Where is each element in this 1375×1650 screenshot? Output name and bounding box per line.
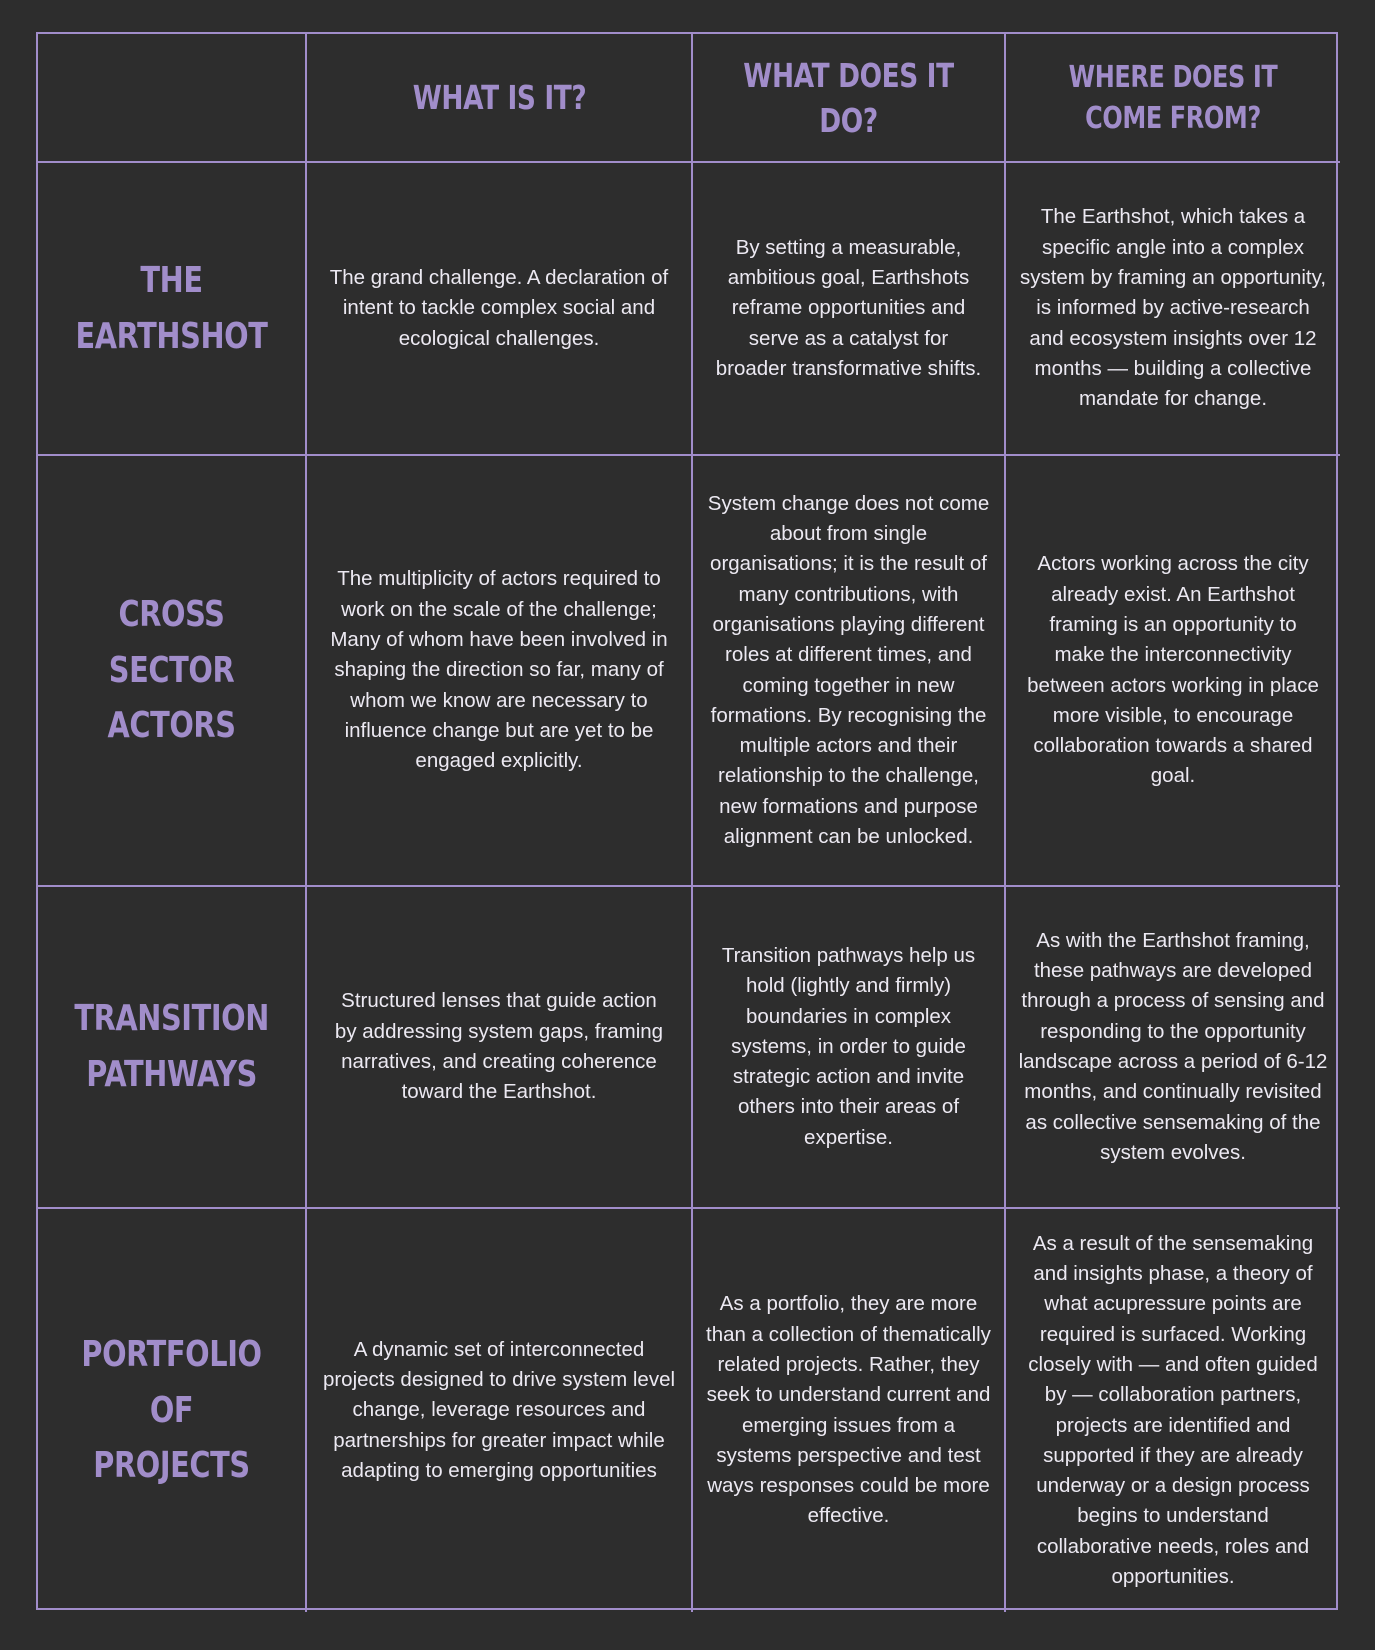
row-header-cross-sector-actors: CROSS SECTOR ACTORS [107, 593, 236, 747]
table-cell [1006, 887, 1340, 1209]
column-header-where-from: WHERE DOES IT COME FROM? [1068, 60, 1278, 136]
table-cell [307, 1209, 693, 1612]
header-cell-where-from [1006, 34, 1340, 163]
portfolio-where-from: As a result of the sensemaking and insights phase, a theory of what acupressure points are required is surfaced. Working closely with — and often guided by — collaboration partners, projects are identified and supported if they are already underway or a design process begins to understand collaborative needs, roles and opportunities. [1028, 1231, 1318, 1588]
column-header-what-is-it: WHAT IS IT? [412, 78, 586, 118]
row-header-portfolio-of-projects: PORTFOLIO OF PROJECTS [81, 1333, 262, 1487]
table-cell [693, 456, 1006, 887]
earthshot-what-is-it: The grand challenge. A declaration of intent to tackle complex social and ecological challenges. [329, 266, 669, 350]
header-cell-what-does-it-do [693, 34, 1006, 163]
table-cell [307, 456, 693, 887]
table-cell [693, 1209, 1006, 1612]
row-header-transition-pathways: TRANSITION PATHWAYS [74, 998, 269, 1095]
actors-where-from: Actors working across the city already exist. An Earthshot framing is an opportunity to make the interconnectivity between actors working in place more visible, to encourage collaboration towards a shared goal. [1027, 552, 1319, 788]
pathways-what-does-it-do: Transition pathways help us hold (lightly and firmly) boundaries in complex systems, in order to guide strategic action and invite others into their areas of expertise. [721, 943, 976, 1149]
actors-what-is-it: The multiplicity of actors required to work on the scale of the challenge; Many of whom have been involved in shaping the direction so far, many of whom we know are necessary to influence change but are yet to be engaged explicitly. [330, 567, 668, 773]
column-header-what-does-it-do: WHAT DOES IT DO? [743, 55, 954, 140]
row-label-cell [38, 1209, 307, 1612]
table-cell [693, 163, 1006, 456]
portfolio-what-is-it: A dynamic set of interconnected projects designed to drive system level change, leverage resources and partnerships for greater impact while adapting to emerging opportunities [322, 1337, 676, 1482]
earthshot-where-from: The Earthshot, which takes a specific angle into a complex system by framing an opportunity, is informed by active-research and ecosystem insights over 12 months — building a collective mandate for change. [1019, 205, 1327, 411]
row-label-cell [38, 163, 307, 456]
table-cell [1006, 456, 1340, 887]
row-header-earthshot: THE EARTHSHOT [75, 259, 268, 357]
table-cell [307, 163, 693, 456]
comparison-table [36, 32, 1338, 1610]
header-cell-what-is-it [307, 34, 693, 163]
row-label-cell [38, 887, 307, 1209]
pathways-where-from: As with the Earthshot framing, these pathways are developed through a process of sensing and responding to the opportunity landscape across a period of 6-12 months, and continually revisited as collective sensemaking of the system evolves. [1018, 928, 1328, 1164]
row-label-cell [38, 456, 307, 887]
actors-what-does-it-do: System change does not come about from single organisations; it is the result of many contributions, with organisations playing different roles at different times, and coming together in new formations. By recognising the multiple actors and their relationship to the challenge, new formations and purpose alignment can be unlocked. [707, 491, 990, 848]
table-cell [307, 887, 693, 1209]
earthshot-what-does-it-do: By setting a measurable, ambitious goal, Earthshots reframe opportunities and serve as a catalyst for broader transformative shifts. [715, 235, 982, 380]
table-cell [693, 887, 1006, 1209]
portfolio-what-does-it-do: As a portfolio, they are more than a collection of thematically related projects. Rather, they seek to understand current and emerging issues from a systems perspective and test ways responses could be more effective. [706, 1292, 991, 1528]
table-cell [1006, 1209, 1340, 1612]
table-cell [1006, 163, 1340, 456]
header-corner-cell [38, 34, 307, 163]
pathways-what-is-it: Structured lenses that guide action by addressing system gaps, framing narratives, and creating coherence toward the Earthshot. [334, 989, 664, 1104]
